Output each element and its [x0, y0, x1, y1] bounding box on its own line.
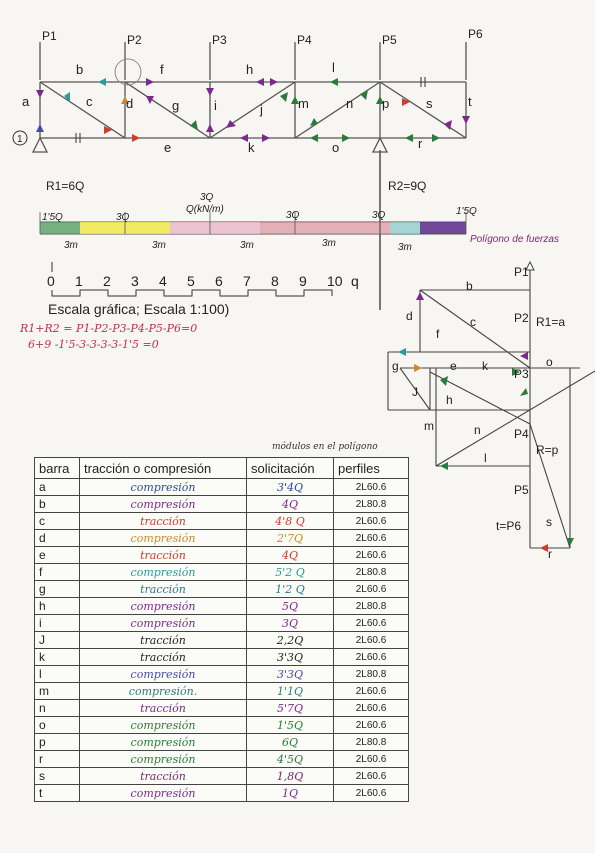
header-barra: barra [35, 458, 80, 479]
dist-span-4: 3m [322, 238, 336, 249]
cell-profile: 2L80.8 [334, 666, 409, 683]
poly-label-p3: P3 [514, 367, 529, 381]
scale-tick-label: 0 [47, 273, 55, 289]
cell-type: compresión [80, 717, 247, 734]
cell-type: tracción [80, 513, 247, 530]
cell-barra: d [35, 530, 80, 547]
table-row [35, 564, 409, 581]
load-label-p5: P5 [382, 33, 397, 47]
band-purple [420, 222, 466, 234]
bar-label-m: m [298, 96, 309, 111]
cell-profile: 2L60.6 [334, 513, 409, 530]
scale-tick-label: 5 [187, 273, 195, 289]
diagonal-j [210, 82, 295, 138]
cell-profile: 2L80.8 [334, 734, 409, 751]
band-teal [390, 222, 420, 234]
cell-load: 1Q [247, 785, 334, 802]
bar-label-d: d [126, 96, 134, 111]
load-label-p2: P2 [127, 33, 142, 47]
cell-load: 1'1Q [247, 683, 334, 700]
cell-profile: 2L80.8 [334, 496, 409, 513]
cell-barra: s [35, 768, 80, 785]
table-row [35, 547, 409, 564]
cell-barra: r [35, 751, 80, 768]
scale-tick-label: 9 [299, 273, 307, 289]
dist-mid-2: 3Q [286, 210, 300, 221]
bar-label-i: i [214, 98, 217, 113]
poly-label-h: h [446, 393, 453, 407]
scale-tick-label: 7 [243, 273, 251, 289]
cell-profile: 2L60.6 [334, 530, 409, 547]
poly-label-d: d [406, 309, 413, 323]
table-row [35, 666, 409, 683]
cell-type: compresión [80, 598, 247, 615]
bar-label-e: e [164, 140, 172, 155]
table-row [35, 700, 409, 717]
header-profile: perfiles [334, 458, 409, 479]
node-1-label: 1 [17, 134, 23, 145]
cell-load: 4'5Q [247, 751, 334, 768]
cell-type: compresión [80, 666, 247, 683]
poly-label-p2: P2 [514, 311, 529, 325]
cell-load: 1'2 Q [247, 581, 334, 598]
equation-2: 6+9 -1'5-3-3-3-3-1'5 =0 [28, 338, 159, 351]
cell-profile: 2L60.6 [334, 700, 409, 717]
poly-label-j: J [412, 385, 418, 399]
cell-profile: 2L80.8 [334, 598, 409, 615]
reaction-r2: R2=9Q [388, 179, 427, 193]
cell-profile: 2L60.6 [334, 768, 409, 785]
cell-barra: p [35, 734, 80, 751]
reaction-r1: R1=6Q [46, 179, 85, 193]
table-row [35, 496, 409, 513]
table-header-row [35, 458, 409, 479]
poly-label-s: s [546, 515, 552, 529]
poly-label-c: c [470, 315, 476, 329]
bar-label-p: p [382, 96, 390, 111]
cell-type: compresión. [80, 683, 247, 700]
dist-mid-1: 3Q [116, 212, 130, 223]
distributed-load [40, 212, 466, 234]
cell-profile: 2L80.8 [334, 564, 409, 581]
bar-label-f: f [160, 62, 164, 77]
truss [33, 42, 466, 310]
cell-load: 6Q [247, 734, 334, 751]
diagonal-c [40, 82, 125, 138]
bar-label-t: t [468, 94, 472, 109]
cell-barra: m [35, 683, 80, 700]
cell-barra: l [35, 666, 80, 683]
cell-barra: o [35, 717, 80, 734]
bar-label-k: k [248, 140, 255, 155]
equation-1: R1+R2 = P1-P2-P3-P4-P5-P6=0 [20, 322, 198, 335]
cell-type: tracción [80, 700, 247, 717]
load-label-p1: P1 [42, 29, 57, 43]
dist-unit: Q(kN/m) [186, 204, 224, 215]
cell-barra: J [35, 632, 80, 649]
cell-profile: 2L60.6 [334, 632, 409, 649]
cell-barra: a [35, 479, 80, 496]
scale-tick-label: 4 [159, 273, 167, 289]
header-load: solicitación [247, 458, 334, 479]
force-polygon-caption: Polígono de fuerzas [470, 234, 559, 245]
support-left [33, 138, 47, 152]
cell-type: tracción [80, 632, 247, 649]
poly-label-m: m [424, 419, 434, 433]
poly-label-g: g [392, 359, 399, 373]
poly-label-e: e [450, 359, 457, 373]
poly-label-r1a: R1=a [536, 315, 566, 329]
table-row [35, 768, 409, 785]
table-row [35, 751, 409, 768]
cell-load: 2,2Q [247, 632, 334, 649]
dist-mid-3: 3Q [372, 210, 386, 221]
table-row [35, 513, 409, 530]
polygon-arrows [398, 262, 574, 552]
scale-tick-label: 1 [75, 273, 83, 289]
cell-barra: h [35, 598, 80, 615]
cell-type: tracción [80, 581, 247, 598]
bar-label-h: h [246, 62, 254, 77]
cell-barra: k [35, 649, 80, 666]
cell-load: 2'7Q [247, 530, 334, 547]
band-pink [170, 222, 260, 234]
support-right [373, 138, 387, 152]
header-type: tracción o compresión [80, 458, 247, 479]
scale-caption: Escala gráfica; Escala 1:100) [48, 301, 230, 317]
poly-label-f: f [436, 327, 440, 341]
cell-profile: 2L60.6 [334, 717, 409, 734]
cell-barra: c [35, 513, 80, 530]
cell-load: 1,8Q [247, 768, 334, 785]
dist-span-3: 3m [240, 240, 254, 251]
cell-type: compresión [80, 751, 247, 768]
bar-label-a: a [22, 94, 30, 109]
cell-load: 3'4Q [247, 479, 334, 496]
cell-load: 4'8 Q [247, 513, 334, 530]
bar-label-o: o [332, 140, 340, 155]
cell-profile: 2L60.6 [334, 683, 409, 700]
cell-load: 3'3Q [247, 649, 334, 666]
cell-type: compresión [80, 496, 247, 513]
poly-label-o: o [546, 355, 553, 369]
bar-label-s: s [426, 96, 433, 111]
scale-tick-label: 3 [131, 273, 139, 289]
scale-tick-label: 2 [103, 273, 111, 289]
cell-type: tracción [80, 649, 247, 666]
cell-barra: n [35, 700, 80, 717]
bar-label-c: c [86, 94, 93, 109]
cell-load: 4Q [247, 547, 334, 564]
diagonal-s [380, 82, 466, 138]
cell-profile: 2L60.6 [334, 785, 409, 802]
poly-label-p5: P5 [514, 483, 529, 497]
scale-tick-label: 10 [327, 273, 343, 289]
bar-label-l: l [332, 60, 335, 75]
force-polygon [388, 262, 595, 548]
table-row [35, 530, 409, 547]
cell-profile: 2L60.6 [334, 751, 409, 768]
bar-label-r: r [418, 136, 423, 151]
table-row [35, 734, 409, 751]
band-green [40, 222, 80, 234]
cell-load: 5'7Q [247, 700, 334, 717]
cell-profile: 2L60.6 [334, 547, 409, 564]
cell-barra: b [35, 496, 80, 513]
poly-label-t: t=P6 [496, 519, 522, 533]
table-row [35, 598, 409, 615]
poly-label-k: k [482, 359, 488, 373]
cell-type: tracción [80, 768, 247, 785]
cell-type: compresión [80, 615, 247, 632]
table-row [35, 717, 409, 734]
cell-barra: g [35, 581, 80, 598]
cell-load: 5'2 Q [247, 564, 334, 581]
dist-span-5: 3m [398, 242, 412, 253]
dist-span-2: 3m [152, 240, 166, 251]
scale-tick-label: 8 [271, 273, 279, 289]
table-row [35, 615, 409, 632]
cell-load: 1'5Q [247, 717, 334, 734]
scale-unit: q [351, 273, 359, 289]
cell-type: tracción [80, 547, 247, 564]
poly-label-n: n [474, 423, 481, 437]
poly-label-l: l [484, 451, 487, 465]
cell-type: compresión [80, 785, 247, 802]
cell-type: compresión [80, 479, 247, 496]
dist-total-left: 3Q [200, 192, 214, 203]
load-label-p6: P6 [468, 27, 483, 41]
cell-type: compresión [80, 734, 247, 751]
table-row [35, 581, 409, 598]
cell-load: 4Q [247, 496, 334, 513]
bar-label-n: n [346, 96, 354, 111]
cell-profile: 2L60.6 [334, 479, 409, 496]
poly-label-b: b [466, 279, 473, 293]
cell-barra: f [35, 564, 80, 581]
bars-table [34, 457, 409, 802]
dist-end-left: 1'5Q [42, 212, 63, 223]
cell-barra: t [35, 785, 80, 802]
table-row [35, 479, 409, 496]
poly-label-r: r [548, 547, 552, 561]
table-note: módulos en el polígono [272, 442, 378, 452]
bar-label-g: g [172, 98, 180, 113]
cell-type: compresión [80, 564, 247, 581]
cell-type: compresión [80, 530, 247, 547]
cell-load: 3Q [247, 615, 334, 632]
cell-profile: 2L60.6 [334, 581, 409, 598]
table-row [35, 649, 409, 666]
cell-barra: e [35, 547, 80, 564]
scale-tick-label: 6 [215, 273, 223, 289]
poly-label-rp: R=p [536, 443, 559, 457]
cell-barra: i [35, 615, 80, 632]
dist-span-1: 3m [64, 240, 78, 251]
node-highlight [115, 59, 141, 85]
cell-profile: 2L60.6 [334, 649, 409, 666]
table-row [35, 785, 409, 802]
load-label-p4: P4 [297, 33, 312, 47]
load-label-p3: P3 [212, 33, 227, 47]
band-red [260, 222, 390, 234]
dist-end-right: 1'5Q [456, 206, 477, 217]
poly-label-p4: P4 [514, 427, 529, 441]
bar-label-j: j [260, 102, 263, 117]
poly-label-p1: P1 [514, 265, 529, 279]
table-row [35, 632, 409, 649]
table-row [35, 683, 409, 700]
bar-label-b: b [76, 62, 84, 77]
cell-load: 3'3Q [247, 666, 334, 683]
cell-load: 5Q [247, 598, 334, 615]
cell-profile: 2L60.6 [334, 615, 409, 632]
